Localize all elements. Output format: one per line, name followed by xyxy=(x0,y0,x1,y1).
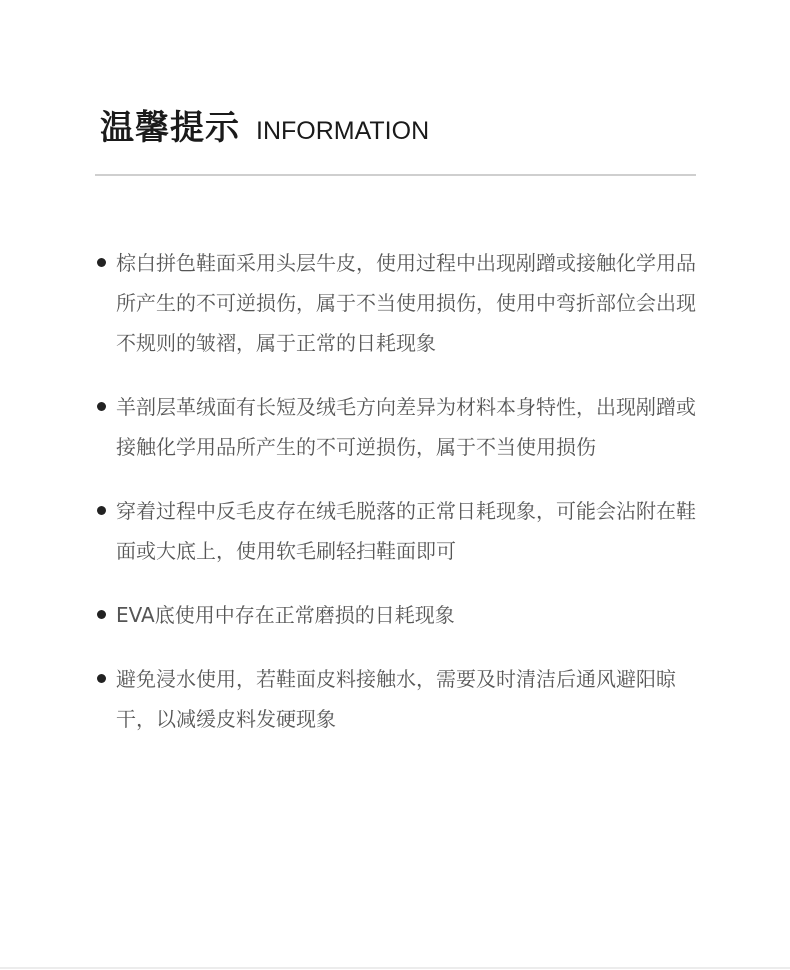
bullet-dot-icon xyxy=(97,610,106,619)
bottom-border xyxy=(0,967,790,969)
notice-item xyxy=(96,387,696,467)
notice-item xyxy=(96,659,696,739)
title-english: INFORMATION xyxy=(256,117,430,145)
bullet-dot-icon xyxy=(97,506,106,515)
notice-item xyxy=(96,491,696,571)
header-divider xyxy=(95,174,696,176)
notice-item xyxy=(96,595,696,635)
title-chinese: 温馨提示 xyxy=(100,108,240,148)
section-header xyxy=(100,100,429,149)
notice-text: EVA底使用中存在正常磨损的日耗现象 xyxy=(116,603,455,627)
notice-text: 羊剖层革绒面有长短及绒毛方向差异为材料本身特性，出现剐蹭或接触化学用品所产生的不可逆损伤，属于不当使用损伤 xyxy=(116,395,696,459)
bullet-dot-icon xyxy=(97,258,106,267)
notice-text: 避免浸水使用，若鞋面皮料接触水，需要及时清洁后通风避阳晾干，以减缓皮料发硬现象 xyxy=(116,667,676,731)
notice-text: 穿着过程中反毛皮存在绒毛脱落的正常日耗现象，可能会沾附在鞋面或大底上，使用软毛刷轻扫鞋面即可 xyxy=(116,499,696,563)
bullet-dot-icon xyxy=(97,674,106,683)
bullet-dot-icon xyxy=(97,402,106,411)
notice-text: 棕白拼色鞋面采用头层牛皮，使用过程中出现剐蹭或接触化学用品所产生的不可逆损伤，属于不当使用损伤，使用中弯折部位会出现不规则的皱褶，属于正常的日耗现象 xyxy=(116,251,696,355)
notice-item xyxy=(96,243,696,363)
notice-list xyxy=(96,243,696,763)
